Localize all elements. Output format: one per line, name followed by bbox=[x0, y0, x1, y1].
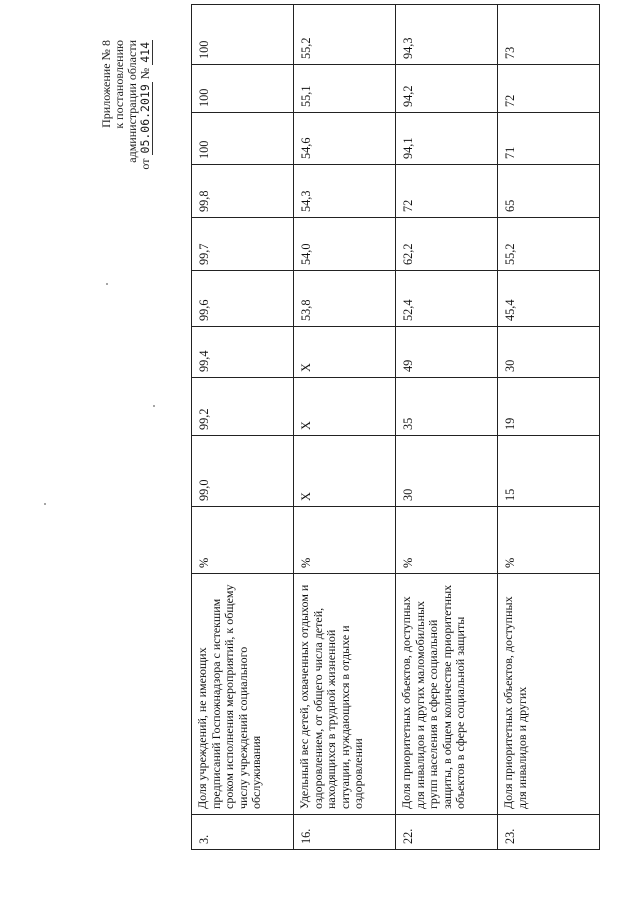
value-cell: 72 bbox=[498, 65, 600, 113]
value-cell: 54,0 bbox=[294, 218, 396, 271]
value-cell: 54,3 bbox=[294, 165, 396, 218]
appendix-title: Приложение № 8 bbox=[99, 40, 113, 128]
value-cell: 53,8 bbox=[294, 271, 396, 327]
value-cell: 55,2 bbox=[498, 218, 600, 271]
value-cell: 99,0 bbox=[192, 436, 294, 507]
value-cell: 65 bbox=[498, 165, 600, 218]
unit-cell: % bbox=[294, 507, 396, 574]
value-cell: 99,6 bbox=[192, 271, 294, 327]
unit-cell: % bbox=[396, 507, 498, 574]
appendix-caption bbox=[100, 40, 152, 265]
value-cell: 71 bbox=[498, 113, 600, 165]
row-number: 22. bbox=[396, 815, 498, 850]
from-label: от bbox=[138, 158, 152, 170]
value-cell: Х bbox=[294, 436, 396, 507]
indicator-name: Доля приоритетных объектов, доступных для инвалидов и других маломобильных групп населения в сфере социальной защиты, в общем количестве приоритетных объектов в сфере социальной защиты bbox=[396, 574, 498, 815]
value-cell: 45,4 bbox=[498, 271, 600, 327]
row-number: 16. bbox=[294, 815, 396, 850]
administration-line: администрации области bbox=[125, 40, 139, 163]
value-cell: 49 bbox=[396, 327, 498, 378]
value-cell: 94,1 bbox=[396, 113, 498, 165]
scan-speck bbox=[153, 405, 155, 407]
value-cell: 73 bbox=[498, 5, 600, 65]
table-row bbox=[396, 5, 498, 850]
resolution-line: к постановлению bbox=[112, 40, 126, 129]
resolution-date: 05.06.2019 bbox=[138, 84, 152, 154]
value-cell: 52,4 bbox=[396, 271, 498, 327]
value-cell: 99,7 bbox=[192, 218, 294, 271]
table-row bbox=[192, 5, 294, 850]
value-cell: 30 bbox=[498, 327, 600, 378]
value-cell: 99,4 bbox=[192, 327, 294, 378]
resolution-number: 414 bbox=[138, 42, 152, 63]
indicator-name: Удельный вес детей, охваченных отдыхом и оздоровлением, от общего числа детей, находящихся в трудной жизненной ситуации, нуждающихся в отдыхе и оздоровлении bbox=[294, 574, 396, 815]
indicator-name: Доля учреждений, не имеющих предписаний Госпожнадзора с истекшим сроком исполнения мероприятий, к общему числу учреждений социального обслуживания bbox=[192, 574, 294, 815]
scan-speck bbox=[106, 283, 108, 285]
value-cell: 100 bbox=[192, 5, 294, 65]
scan-speck bbox=[44, 503, 46, 505]
indicator-name: Доля приоритетных объектов, доступных для инвалидов и других bbox=[498, 574, 600, 815]
value-cell: 35 bbox=[396, 378, 498, 436]
value-cell: 94,3 bbox=[396, 5, 498, 65]
value-cell: 54,6 bbox=[294, 113, 396, 165]
indicators-table bbox=[191, 4, 600, 850]
value-cell: 30 bbox=[396, 436, 498, 507]
table-row bbox=[294, 5, 396, 850]
value-cell: 55,2 bbox=[294, 5, 396, 65]
value-cell: 99,2 bbox=[192, 378, 294, 436]
value-cell: 62,2 bbox=[396, 218, 498, 271]
value-cell: 100 bbox=[192, 113, 294, 165]
table-row bbox=[498, 5, 600, 850]
unit-cell: % bbox=[498, 507, 600, 574]
value-cell: 55,1 bbox=[294, 65, 396, 113]
unit-cell: % bbox=[192, 507, 294, 574]
value-cell: 19 bbox=[498, 378, 600, 436]
date-number-line bbox=[139, 40, 152, 265]
row-number: 3. bbox=[192, 815, 294, 850]
value-cell: 94,2 bbox=[396, 65, 498, 113]
value-cell: 100 bbox=[192, 65, 294, 113]
value-cell: Х bbox=[294, 327, 396, 378]
value-cell: 99,8 bbox=[192, 165, 294, 218]
number-label: № bbox=[138, 67, 152, 80]
value-cell: Х bbox=[294, 378, 396, 436]
row-number: 23. bbox=[498, 815, 600, 850]
value-cell: 15 bbox=[498, 436, 600, 507]
value-cell: 72 bbox=[396, 165, 498, 218]
